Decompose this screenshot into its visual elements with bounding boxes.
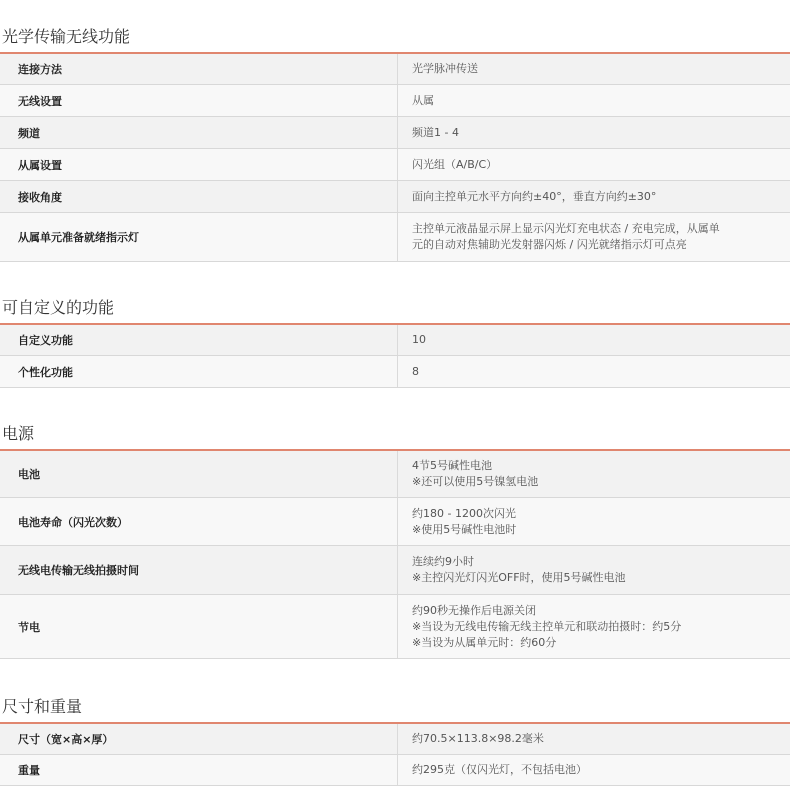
value-line: ※使用5号碱性电池时	[412, 522, 517, 536]
row-value	[398, 213, 790, 261]
value-line: ※当设为无线电传输无线主控单元和联动拍摄时：约5分	[412, 619, 682, 633]
value-line: 8	[412, 364, 419, 378]
value-line: 约295克（仅闪光灯，不包括电池）	[412, 763, 587, 776]
table-row	[0, 724, 790, 755]
table-row	[0, 54, 790, 85]
section-title: 尺寸和重量	[2, 697, 83, 716]
value-line: 光学脉冲传送	[412, 62, 478, 75]
row-value	[398, 755, 790, 785]
table-row	[0, 85, 790, 117]
row-label: 从属设置	[0, 149, 398, 180]
row-label: 电池寿命（闪光次数）	[0, 498, 398, 545]
row-label: 从属单元准备就绪指示灯	[0, 213, 398, 261]
section-custom-functions	[0, 298, 790, 388]
table-row	[0, 325, 790, 356]
section-title: 电源	[2, 424, 35, 443]
row-label: 尺寸（宽×高×厚）	[0, 724, 398, 754]
table-row	[0, 149, 790, 181]
row-value	[398, 117, 790, 148]
value-line: 约70.5×113.8×98.2毫米	[412, 732, 544, 745]
section-wireless-optical	[0, 27, 790, 262]
row-label: 连接方法	[0, 54, 398, 84]
value-line: 4节5号碱性电池	[412, 459, 492, 472]
value-line: 闪光组（A/B/C）	[412, 157, 498, 171]
table-row	[0, 117, 790, 149]
value-line: ※主控闪光灯闪光OFF时，使用5号碱性电池	[412, 571, 626, 584]
spec-table	[0, 449, 790, 659]
row-label: 频道	[0, 117, 398, 148]
row-label: 无线设置	[0, 85, 398, 116]
row-value	[398, 181, 790, 212]
row-label: 自定义功能	[0, 325, 398, 355]
value-line: 频道1 - 4	[412, 125, 459, 139]
value-line: 约90秒无操作后电源关闭	[412, 603, 536, 617]
value-line: 元的自动对焦辅助光发射器闪烁 / 闪光就绪指示灯可点亮	[412, 238, 687, 251]
row-value	[398, 85, 790, 116]
spec-table	[0, 323, 790, 388]
row-value	[398, 451, 790, 497]
row-value	[398, 149, 790, 180]
table-row	[0, 451, 790, 498]
spec-table	[0, 722, 790, 786]
row-value	[398, 356, 790, 387]
table-row	[0, 356, 790, 388]
table-row	[0, 546, 790, 595]
value-line: 主控单元液晶显示屏上显示闪光灯充电状态 / 充电完成，从属单	[412, 222, 720, 235]
value-line: 面向主控单元水平方向约±40°，垂直方向约±30°	[412, 189, 657, 203]
value-line: 10	[412, 333, 426, 346]
section-title: 可自定义的功能	[2, 298, 115, 317]
value-line: 约180 - 1200次闪光	[412, 506, 516, 520]
row-value	[398, 595, 790, 658]
value-line: ※当设为从属单元时：约60分	[412, 635, 557, 649]
row-label: 个性化功能	[0, 356, 398, 387]
row-value	[398, 325, 790, 355]
section-power	[0, 424, 790, 659]
row-value	[398, 498, 790, 545]
spec-table	[0, 52, 790, 262]
table-row	[0, 181, 790, 213]
row-label: 接收角度	[0, 181, 398, 212]
row-label: 重量	[0, 755, 398, 785]
table-row	[0, 498, 790, 546]
value-line: 从属	[412, 93, 434, 107]
value-line: ※还可以使用5号镍氢电池	[412, 475, 539, 488]
section-title: 光学传输无线功能	[2, 27, 131, 46]
table-row	[0, 595, 790, 659]
table-row	[0, 213, 790, 262]
row-value	[398, 724, 790, 754]
value-line: 连续约9小时	[412, 555, 474, 568]
row-label: 电池	[0, 451, 398, 497]
table-row	[0, 755, 790, 786]
section-size-weight	[0, 697, 790, 786]
row-value	[398, 546, 790, 594]
row-value	[398, 54, 790, 84]
row-label: 无线电传输无线拍摄时间	[0, 546, 398, 594]
row-label: 节电	[0, 595, 398, 658]
